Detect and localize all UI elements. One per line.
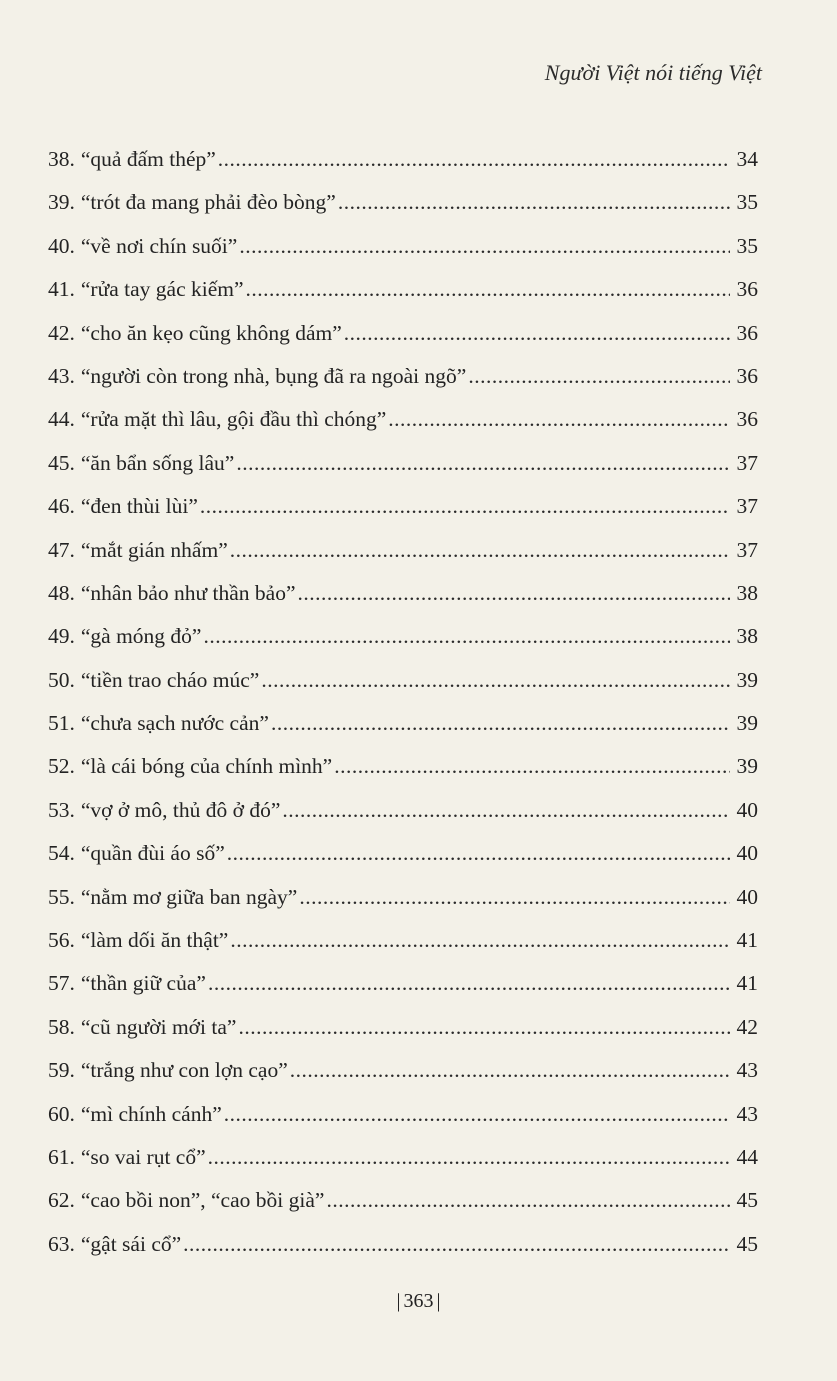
toc-dot-leader	[208, 962, 730, 1005]
toc-entry-title: “nằm mơ giữa ban ngày”	[80, 884, 298, 909]
toc-entry-title: “rửa mặt thì lâu, gội đầu thì chóng”	[80, 407, 387, 432]
toc-entry-page: 41	[736, 928, 758, 953]
toc-entry	[48, 615, 758, 658]
toc-entry	[48, 1223, 758, 1266]
toc-entry-page: 39	[736, 754, 758, 779]
footer-left-bar: |	[396, 1290, 401, 1312]
toc-entry	[48, 1179, 758, 1222]
toc-entry	[48, 876, 758, 919]
toc-entry	[48, 268, 758, 311]
toc-entry-page: 36	[736, 363, 758, 388]
toc-entry-number: 38.	[48, 147, 75, 171]
toc-entry-title: “tiền trao cháo múc”	[80, 667, 260, 692]
toc-entry	[48, 355, 758, 398]
toc-dot-leader	[271, 702, 730, 745]
toc-entry-number: 50.	[48, 667, 75, 692]
toc-entry-page: 36	[736, 407, 758, 432]
toc-entry-page: 38	[736, 624, 758, 649]
toc-entry-page: 45	[736, 1231, 758, 1256]
toc-entry	[48, 702, 758, 745]
toc-entry-number: 47.	[48, 537, 75, 562]
toc-entry-page: 41	[736, 971, 758, 996]
toc-entry-page: 35	[736, 233, 758, 258]
toc-entry	[48, 398, 758, 441]
toc-entry-page: 36	[736, 277, 758, 302]
toc-entry-number: 52.	[48, 754, 75, 779]
toc-entry-title: “thần giữ của”	[80, 971, 206, 996]
toc-entry-number: 43.	[48, 363, 75, 388]
toc-entry	[48, 529, 758, 572]
toc-dot-leader	[338, 181, 730, 224]
toc-entry	[48, 138, 758, 181]
toc-dot-leader	[236, 442, 730, 485]
toc-dot-leader	[246, 268, 730, 311]
toc-entry	[48, 485, 758, 528]
toc-entry-page: 44	[736, 1144, 758, 1169]
toc-entry-page: 37	[736, 537, 758, 562]
toc-entry-number: 56.	[48, 928, 75, 953]
toc-entry-number: 41.	[48, 277, 75, 302]
running-header-title: Người Việt nói tiếng Việt	[544, 60, 762, 85]
toc-entry-page: 37	[736, 494, 758, 519]
toc-entry-title: “gật sái cổ”	[80, 1231, 182, 1256]
toc-entry-number: 62.	[48, 1188, 75, 1213]
toc-entry-title: “quần đùi áo số”	[80, 841, 225, 866]
toc-entry-title: “quả đấm thép”	[80, 147, 216, 171]
toc-entry-number: 44.	[48, 407, 75, 432]
toc-entry-title: “mắt gián nhấm”	[80, 537, 228, 562]
footer-right-bar: |	[436, 1290, 441, 1312]
toc-entry-number: 59.	[48, 1058, 75, 1083]
toc-dot-leader	[326, 1179, 730, 1222]
toc-entry	[48, 1006, 758, 1049]
toc-dot-leader	[282, 789, 730, 832]
toc-entry	[48, 1049, 758, 1092]
toc-entry-title: “so vai rụt cổ”	[80, 1144, 206, 1169]
toc-entry-page: 37	[736, 450, 758, 475]
toc-entry	[48, 919, 758, 962]
toc-entry-page: 38	[736, 580, 758, 605]
toc-entry-number: 46.	[48, 494, 75, 519]
toc-entry-title: “về nơi chín suối”	[80, 233, 238, 258]
toc-dot-leader	[290, 1049, 730, 1092]
toc-entry-title: “nhân bảo như thần bảo”	[80, 580, 296, 605]
toc-entry-title: “trắng như con lợn cạo”	[80, 1058, 288, 1083]
page-number: 363	[403, 1290, 434, 1312]
toc-entry-title: “ăn bẩn sống lâu”	[80, 450, 235, 475]
toc-dot-leader	[200, 485, 730, 528]
toc-dot-leader	[344, 312, 730, 355]
toc-entry-title: “chưa sạch nước cản”	[80, 711, 269, 736]
toc-entry-title: “là cái bóng của chính mình”	[80, 754, 333, 779]
toc-entry-number: 61.	[48, 1144, 75, 1169]
toc-entry-page: 43	[736, 1058, 758, 1083]
toc-entry-page: 39	[736, 667, 758, 692]
toc-entry-title: “đen thùi lùi”	[80, 494, 198, 519]
toc-entry-page: 40	[736, 797, 758, 822]
toc-dot-leader	[224, 1093, 730, 1136]
toc-entry-title: “cũ người mới ta”	[80, 1014, 237, 1039]
toc-entry	[48, 181, 758, 224]
toc-entry	[48, 832, 758, 875]
toc-entry-title: “làm dối ăn thật”	[80, 928, 229, 953]
toc-dot-leader	[230, 919, 730, 962]
table-of-contents	[48, 138, 758, 1266]
toc-dot-leader	[334, 745, 730, 788]
toc-entry-page: 40	[736, 884, 758, 909]
toc-dot-leader	[183, 1223, 730, 1266]
toc-entry-page: 35	[736, 190, 758, 215]
toc-entry-page: 43	[736, 1101, 758, 1126]
page-footer	[0, 1290, 837, 1313]
toc-entry	[48, 225, 758, 268]
toc-entry-title: “rửa tay gác kiếm”	[80, 277, 244, 302]
toc-entry-number: 55.	[48, 884, 75, 909]
toc-entry-number: 48.	[48, 580, 75, 605]
toc-dot-leader	[468, 355, 730, 398]
toc-entry-number: 53.	[48, 797, 75, 822]
toc-entry-title: “mì chính cánh”	[80, 1101, 222, 1126]
toc-entry-page: 34	[736, 147, 758, 171]
toc-dot-leader	[227, 832, 730, 875]
toc-entry	[48, 659, 758, 702]
toc-entry-page: 39	[736, 711, 758, 736]
toc-entry-number: 51.	[48, 711, 75, 736]
toc-entry	[48, 442, 758, 485]
toc-entry-title: “cao bồi non”, “cao bồi già”	[80, 1188, 325, 1213]
toc-dot-leader	[261, 659, 730, 702]
toc-entry-number: 45.	[48, 450, 75, 475]
toc-dot-leader	[218, 138, 730, 181]
toc-entry-number: 57.	[48, 971, 75, 996]
toc-entry-number: 63.	[48, 1231, 75, 1256]
toc-entry	[48, 1136, 758, 1179]
toc-entry-title: “gà móng đỏ”	[80, 624, 202, 649]
toc-entry-page: 40	[736, 841, 758, 866]
toc-entry	[48, 962, 758, 1005]
toc-entry	[48, 572, 758, 615]
toc-entry-number: 54.	[48, 841, 75, 866]
toc-entry-title: “trót đa mang phải đèo bòng”	[80, 190, 336, 215]
toc-dot-leader	[203, 615, 730, 658]
toc-entry-number: 42.	[48, 320, 75, 345]
toc-entry-number: 60.	[48, 1101, 75, 1126]
toc-entry-page: 36	[736, 320, 758, 345]
toc-entry-title: “vợ ở mô, thủ đô ở đó”	[80, 797, 281, 822]
toc-entry-page: 45	[736, 1188, 758, 1213]
toc-entry-number: 49.	[48, 624, 75, 649]
toc-dot-leader	[388, 398, 730, 441]
toc-dot-leader	[230, 529, 730, 572]
toc-dot-leader	[208, 1136, 730, 1179]
toc-entry	[48, 312, 758, 355]
toc-entry-number: 58.	[48, 1014, 75, 1039]
toc-dot-leader	[239, 225, 730, 268]
toc-dot-leader	[298, 572, 730, 615]
toc-entry	[48, 1093, 758, 1136]
toc-entry-title: “người còn trong nhà, bụng đã ra ngoài ngõ”	[80, 363, 467, 388]
toc-entry	[48, 789, 758, 832]
toc-entry	[48, 745, 758, 788]
toc-entry-title: “cho ăn kẹo cũng không dám”	[80, 320, 342, 345]
toc-entry-number: 40.	[48, 233, 75, 258]
toc-dot-leader	[299, 876, 730, 919]
toc-entry-number: 39.	[48, 190, 75, 215]
toc-entry-page: 42	[736, 1014, 758, 1039]
toc-dot-leader	[238, 1006, 730, 1049]
